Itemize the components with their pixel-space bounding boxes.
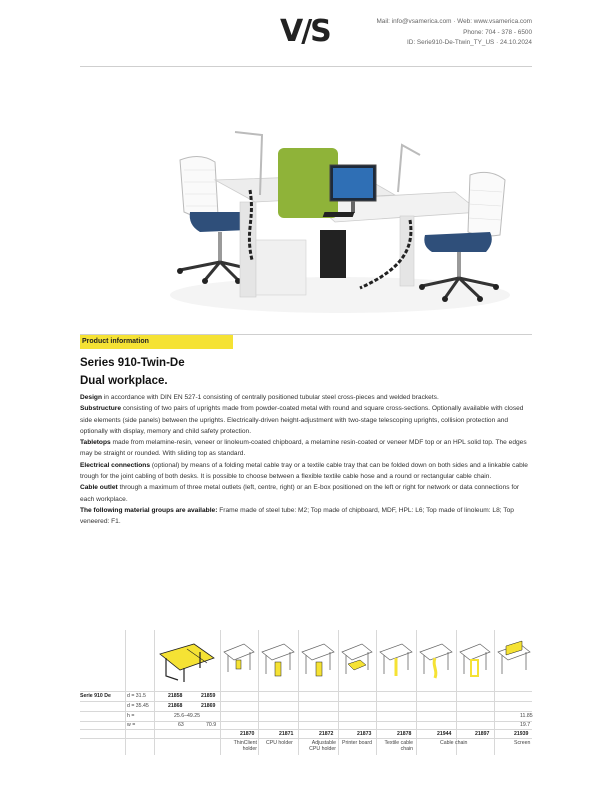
dim-label-w: w = — [127, 722, 136, 728]
dim-value-h: 25.6–49.25 — [174, 713, 200, 719]
accessory-code-21872: 21872 — [319, 731, 334, 737]
article-21858: 21858 — [168, 693, 183, 699]
vs-logo: V/S — [280, 14, 330, 49]
accessory-code-21897: 21897 — [475, 731, 490, 737]
paragraph-substructure: Substructure consisting of two pairs of uprights made from powder-coated metal with round and square cross-sections. Optionally available with closed side elements (side panels) between the uprights. Electrically-driven height-adjustment with two-stage telescoping uprights, collision protection and optionally with display, memory and child safety protection. — [80, 405, 524, 435]
dim-label-h: h = — [127, 713, 135, 719]
textile-cable-chain-icon — [378, 640, 414, 686]
right-office-chair — [419, 172, 505, 302]
extra-value-1: 11.85 — [520, 713, 533, 719]
product-title: Series 910-Twin-De — [80, 357, 185, 369]
contact-info — [376, 17, 532, 49]
paragraph-design: Design in accordance with DIN EN 527-1 consisting of centrally positioned tubular steel cross-pieces and welded brackets. — [80, 394, 439, 401]
contact-line-id: ID: Serie910-De-Ttwin_TY_US · 24.10.2024 — [406, 39, 532, 46]
accessory-name-screen: Screen — [514, 740, 531, 746]
paragraph-electrical: Electrical connections (optional) by means of a folding metal cable tray or a textile cable tray that can be folded down on both sides and a linkable cable trough for the joint cabling of both desks. It is possible to choose between a flexible textile cable hose and a round or rectangular cable chain. — [80, 461, 528, 481]
accessory-code-21870: 21870 — [240, 731, 255, 737]
printer-board-icon — [340, 640, 374, 686]
accessory-code-21944: 21944 — [437, 731, 452, 737]
cable-chain-round-icon — [458, 640, 492, 686]
product-info-badge: Product information — [80, 335, 233, 349]
contact-line-phone: Phone: 704 - 378 - 6500 — [463, 28, 532, 36]
dim-value-w2: 70.9 — [206, 722, 217, 728]
thinclient-holder-icon — [222, 640, 256, 686]
accessory-code-21873: 21873 — [357, 731, 372, 737]
accessory-code-21878: 21878 — [397, 731, 412, 737]
accessory-name-textile-chain: Textile cable chain — [384, 740, 413, 752]
product-photo-dual-workplace — [160, 120, 520, 320]
accessory-code-21871: 21871 — [279, 731, 294, 737]
accessory-name-printer-board: Printer board — [342, 740, 372, 746]
dim-label-d2: d = 35.45 — [127, 703, 149, 709]
desk-variant-icon — [156, 636, 218, 686]
accessory-name-cable-chain: Cable chain — [440, 740, 468, 746]
extra-value-2: 19.7 — [520, 722, 531, 728]
cpu-holder-icon — [260, 640, 296, 686]
dim-value-w1: 63 — [178, 722, 184, 728]
header-divider — [80, 66, 532, 67]
article-21868: 21868 — [168, 703, 183, 709]
accessory-name-cpu-holder: CPU holder — [266, 740, 293, 746]
accessory-name-thinclient: ThinClient holder — [233, 740, 257, 752]
paragraph-tabletops: Tabletops made from melamine-resin, veneer or linoleum-coated chipboard, a melamine resin-coated or veneer MDF top or an HPL solid top. The edges may be straight or rounded. With sliding top as standard. — [80, 439, 527, 458]
cable-chain-icon — [418, 640, 454, 686]
screen-icon — [496, 640, 532, 686]
product-subtitle: Dual workplace. — [80, 375, 168, 387]
table-row-label: Serie 910 De — [80, 693, 111, 699]
product-description — [80, 392, 532, 528]
dim-label-d1: d = 31.5 — [127, 693, 146, 699]
accessory-code-21939: 21939 — [514, 731, 529, 737]
article-21859: 21859 — [201, 693, 216, 699]
adjustable-cpu-holder-icon — [300, 640, 336, 686]
product-variants-table — [80, 630, 532, 760]
paragraph-materials: The following material groups are available: Frame made of steel tube: M2; Top made of chipboard, MDF, HPL: L6; Top made of linoleum: L8; Top veneered: F1. — [80, 506, 514, 526]
accessory-name-adjustable-cpu: Adjustable CPU holder — [309, 740, 336, 752]
contact-line-mail-web: Mail: info@vsamerica.com · Web: www.vsamerica.com — [376, 18, 532, 25]
article-21869: 21869 — [201, 703, 216, 709]
paragraph-cable-outlet: Cable outlet through a maximum of three metal outlets (left, centre, right) or an E-box positioned on the left or right for network or data connections for each workplace. — [80, 484, 520, 503]
